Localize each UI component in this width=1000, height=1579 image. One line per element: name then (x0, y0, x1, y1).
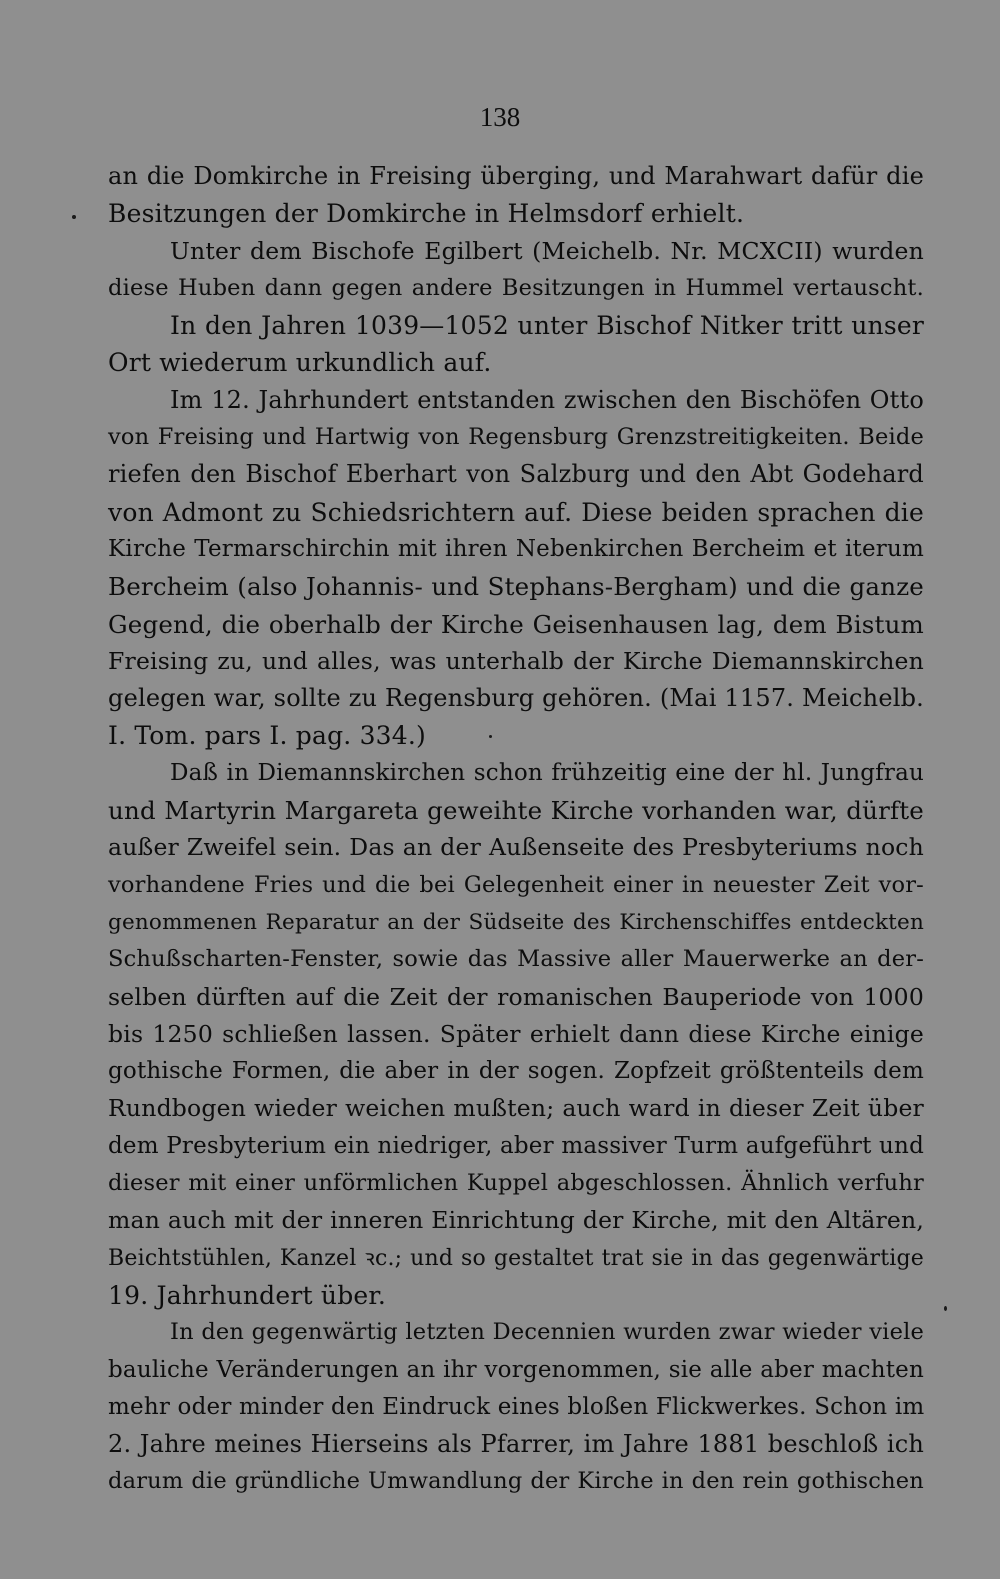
text-line: bauliche Veränderungen an ihr vorgenommen, sie alle aber machten (108, 1356, 924, 1383)
text-line: Unter dem Bischofe Egilbert (Meichelb. Nr. MCXCII) wurden (170, 236, 924, 265)
text-line: selben dürften auf die Zeit der romanischen Bauperiode von 1000 (108, 982, 924, 1011)
text-line: Freising zu, und alles, was unterhalb der Kirche Diemannskirchen (108, 646, 924, 675)
text-line: 19. Jahrhundert über. (108, 1280, 386, 1310)
text-line: Gegend, die oberhalb der Kirche Geisenhausen lag, dem Bistum (108, 609, 924, 639)
text-line: I. Tom. pars I. pag. 334.) (108, 721, 426, 751)
text-line: Ort wiederum urkundlich auf. (108, 348, 492, 378)
text-line: diese Huben dann gegen andere Besitzungen in Hummel vertauscht. (108, 274, 924, 301)
body-text (108, 158, 924, 1501)
text-line: Daß in Diemannskirchen schon frühzeitig eine der hl. Jungfrau (170, 759, 924, 786)
text-line: an die Domkirche in Freising überging, und Marahwart dafür die (108, 162, 924, 190)
text-line: und Martyrin Margareta geweihte Kirche vorhanden war, dürfte (108, 796, 924, 826)
text-line: genommenen Reparatur an der Südseite des Kirchenschiffes entdeckten (108, 909, 924, 935)
print-speck (944, 1306, 947, 1311)
text-line: man auch mit der inneren Einrichtung der Kirche, mit den Altären, (108, 1206, 924, 1235)
text-line: 2. Jahre meines Hierseins als Pfarrer, im Jahre 1881 beschloß ich (108, 1430, 924, 1459)
text-line: von Admont zu Schiedsrichtern auf. Diese beiden sprachen die (108, 497, 924, 527)
text-line: Im 12. Jahrhundert entstanden zwischen den Bischöfen Otto (170, 385, 924, 414)
print-speck (489, 735, 492, 738)
text-line: Rundbogen wieder weichen mußten; auch ward in dieser Zeit über (108, 1094, 924, 1123)
text-line: In den gegenwärtig letzten Decennien wurden zwar wieder viele (170, 1319, 924, 1346)
text-line: vorhandene Fries und die bei Gelegenheit einer in neuester Zeit vor- (108, 871, 924, 898)
text-line: Kirche Termarschirchin mit ihren Nebenkirchen Bercheim et iterum (108, 535, 924, 562)
page-number: 138 (479, 102, 521, 132)
text-line: Bercheim (also Johannis- und Stephans-Bergham) und die ganze (108, 572, 924, 602)
text-line: Besitzungen der Domkirche in Helmsdorf erhielt. (108, 199, 745, 229)
text-line: gothische Formen, die aber in der sogen. Zopfzeit größtenteils dem (108, 1058, 924, 1085)
text-line: darum die gründliche Umwandlung der Kirche in den rein gothischen (108, 1468, 924, 1495)
print-speck (72, 215, 76, 219)
text-line: dem Presbyterium ein niedriger, aber massiver Turm aufgeführt und (108, 1132, 924, 1159)
text-line: von Freising und Hartwig von Regensburg Grenzstreitigkeiten. Beide (108, 424, 924, 451)
text-line: gelegen war, sollte zu Regensburg gehören. (Mai 1157. Meichelb. (108, 684, 924, 713)
text-line: dieser mit einer unförmlichen Kuppel abgeschlossen. Ähnlich verfuhr (108, 1170, 924, 1197)
text-line: riefen den Bischof Eberhart von Salzburg und den Abt Godehard (108, 460, 924, 489)
text-line: Schußscharten-Fenster, sowie das Massive aller Mauerwerke an der- (108, 946, 924, 973)
text-line: außer Zweifel sein. Das an der Außenseite des Presbyteriums noch (108, 833, 924, 862)
text-line: Beichtstühlen, Kanzel ꝛc.; und so gestaltet trat sie in das gegenwärtige (108, 1245, 924, 1271)
text-line: In den Jahren 1039—1052 unter Bischof Nitker tritt unser (170, 311, 924, 341)
text-line: mehr oder minder den Eindruck eines bloßen Flickwerkes. Schon im (108, 1393, 925, 1420)
text-line: bis 1250 schließen lassen. Später erhielt dann diese Kirche einige (108, 1019, 924, 1048)
